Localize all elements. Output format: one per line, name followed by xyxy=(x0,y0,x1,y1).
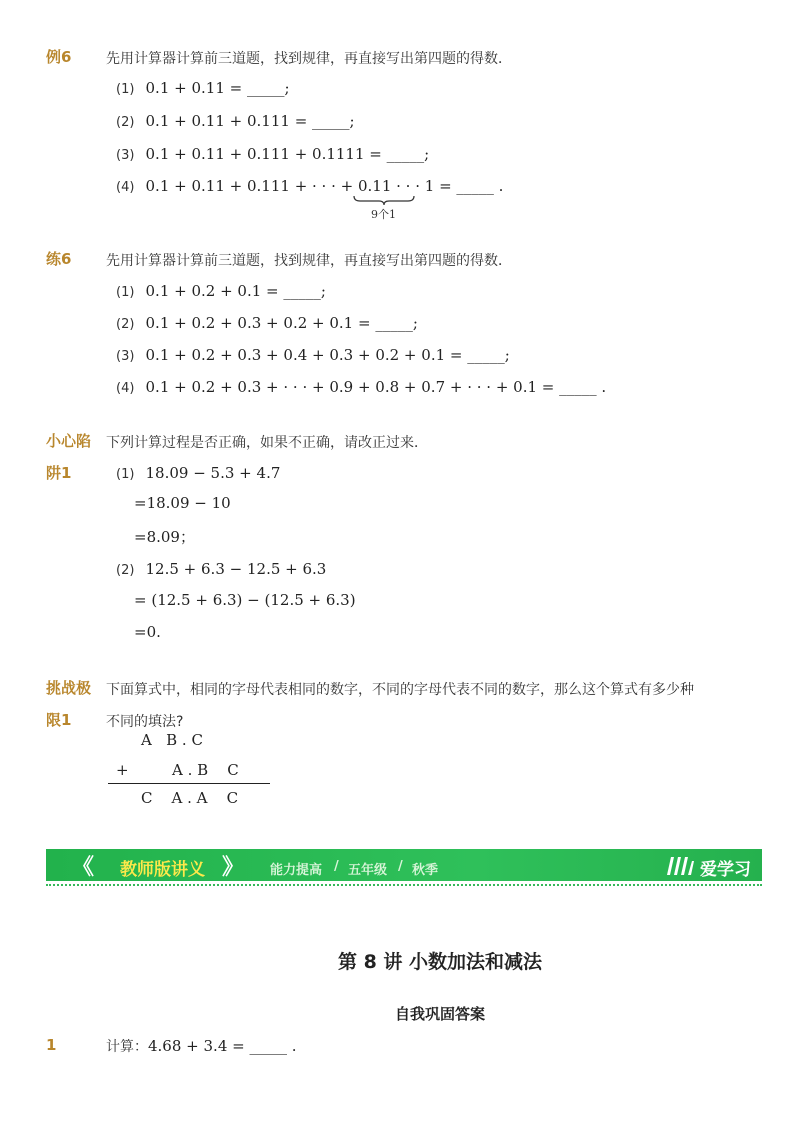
item-expression: 0.1 + 0.2 + 0.3 + · · · + 0.9 + 0.8 + 0.7 + · · · + 0.1 = _____ . xyxy=(145,378,607,396)
item-number: (2) xyxy=(116,115,135,130)
vertical-sum-plus: + xyxy=(116,761,129,779)
example-6-item-2 xyxy=(116,111,355,130)
item-number: (4) xyxy=(116,180,135,195)
brand-logo-icon xyxy=(665,853,695,877)
example-6-label: 例6 xyxy=(46,48,72,66)
item-expression-b: 11 · · · 1 xyxy=(372,177,435,195)
trap-1-part-1-line-2: =18.09 − 10 xyxy=(134,494,231,512)
vertical-sum-row-1: A B . C xyxy=(141,731,203,749)
example-6-item-3 xyxy=(116,144,429,163)
example-6-item-4 xyxy=(116,176,503,195)
vertical-sum-row-3: C A . A C xyxy=(141,789,239,807)
trap-1-instruction: 下列计算过程是否正确，如果不正确，请改正过来． xyxy=(106,435,428,451)
underbrace xyxy=(352,194,416,206)
chevron-right-icon: 》 xyxy=(222,855,245,880)
question-1-prompt: 计算： xyxy=(106,1039,148,1055)
banner-course-type: 能力提高 xyxy=(270,863,323,878)
item-expression: 18.09 − 5.3 + 4.7 xyxy=(145,464,281,482)
item-number: (1) xyxy=(116,82,135,97)
practice-6-item-4 xyxy=(116,377,606,396)
banner-grade: 五年级 xyxy=(348,863,388,878)
challenge-1-instruction-line2: 不同的填法? xyxy=(106,714,184,730)
trap-1-label-line2: 阱1 xyxy=(46,464,72,482)
banner-separator: / xyxy=(334,859,339,874)
brand-logo-text: 爱学习 xyxy=(700,860,751,880)
example-6-instruction: 先用计算器计算前三道题，找到规律，再直接写出第四题的得数． xyxy=(106,51,512,67)
question-1 xyxy=(106,1036,297,1056)
item-number: (1) xyxy=(116,467,135,482)
banner-separator: / xyxy=(398,859,403,874)
trap-1-part-2-line-3: =0. xyxy=(134,623,161,641)
practice-6-item-3 xyxy=(116,345,510,364)
item-expression: 0.1 + 0.2 + 0.1 = _____; xyxy=(145,282,326,300)
trap-1-label-line1: 小心陷 xyxy=(46,432,92,450)
trap-1-part-1-line-3: =8.09； xyxy=(134,528,195,546)
vertical-sum-rule xyxy=(108,783,270,784)
item-expression: 12.5 + 6.3 − 12.5 + 6.3 xyxy=(145,560,327,578)
item-expression: 0.1 + 0.11 + 0.111 + 0.1111 = _____; xyxy=(145,145,430,163)
question-1-expression: 4.68 + 3.4 = _____ . xyxy=(148,1037,297,1055)
vertical-sum-row-2: A . B C xyxy=(172,761,239,779)
item-number: (1) xyxy=(116,285,135,300)
challenge-1-instruction-line1: 下面算式中，相同的字母代表相同的数字，不同的字母代表不同的数字，那么这个算式有多少种 xyxy=(106,682,694,698)
practice-6-item-1 xyxy=(116,281,326,300)
item-expression: 0.1 + 0.11 + 0.111 = _____; xyxy=(145,112,355,130)
banner-dotted-divider xyxy=(46,884,762,886)
banner-title: 教师版讲义 xyxy=(120,860,205,880)
item-number: (2) xyxy=(116,563,135,578)
trap-1-part-1-line-1 xyxy=(116,463,280,482)
brace-label: 9个1 xyxy=(371,208,396,221)
item-expression-c: = _____ . xyxy=(434,177,504,195)
item-number: (3) xyxy=(116,148,135,163)
challenge-1-label-line1: 挑战极 xyxy=(46,679,92,697)
practice-6-label: 练6 xyxy=(46,250,72,268)
question-1-label: 1 xyxy=(46,1036,57,1054)
item-number: (2) xyxy=(116,317,135,332)
item-expression: 0.1 + 0.2 + 0.3 + 0.4 + 0.3 + 0.2 + 0.1 = _____; xyxy=(145,346,510,364)
challenge-1-label-line2: 限1 xyxy=(46,711,72,729)
lecture-title: 第 8 讲 小数加法和减法 xyxy=(337,951,543,973)
item-number: (4) xyxy=(116,381,135,396)
practice-6-item-2 xyxy=(116,313,418,332)
example-6-item-1 xyxy=(116,78,290,97)
item-expression-a: 0.1 + 0.11 + 0.111 + · · · + 0. xyxy=(145,177,373,195)
item-number: (3) xyxy=(116,349,135,364)
trap-1-part-2-line-1 xyxy=(116,559,326,578)
chevron-left-icon: 《 xyxy=(72,855,95,880)
banner-term: 秋季 xyxy=(412,863,439,878)
trap-1-part-2-line-2: = (12.5 + 6.3) − (12.5 + 6.3) xyxy=(134,591,356,609)
lecture-subtitle: 自我巩固答案 xyxy=(394,1005,485,1023)
item-expression: 0.1 + 0.2 + 0.3 + 0.2 + 0.1 = _____; xyxy=(145,314,418,332)
item-expression: 0.1 + 0.11 = _____; xyxy=(145,79,290,97)
practice-6-instruction: 先用计算器计算前三道题，找到规律，再直接写出第四题的得数． xyxy=(106,253,512,269)
